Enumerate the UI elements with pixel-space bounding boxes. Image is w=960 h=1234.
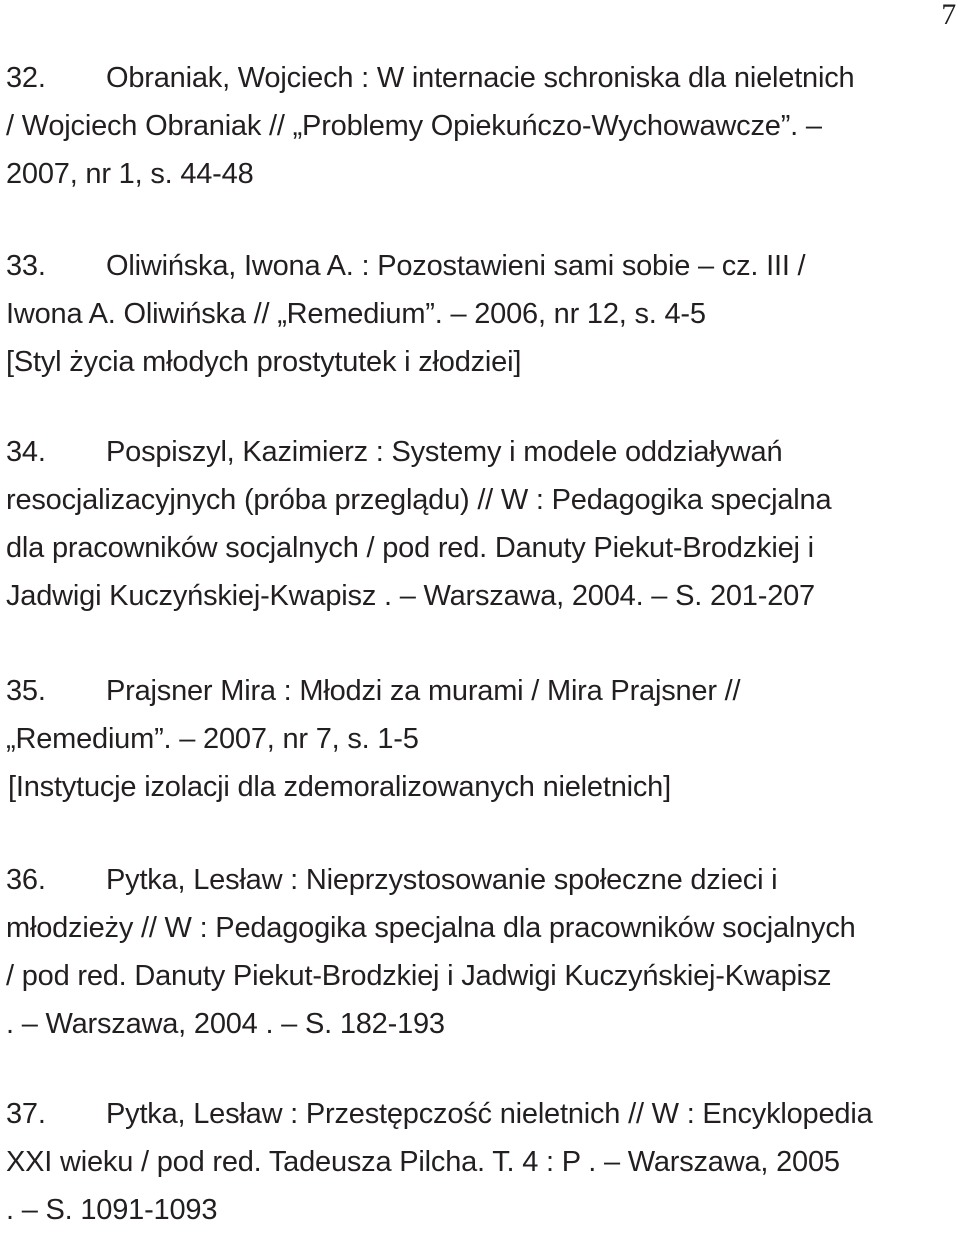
entry-first-line: [6, 667, 956, 715]
entry-text-line: Iwona A. Oliwińska // „Remedium”. – 2006, nr 12, s. 4-5: [6, 298, 706, 330]
bibliography-entry: [6, 667, 956, 811]
entry-text-line: Jadwigi Kuczyńskiej-Kwapisz . – Warszawa, 2004. – S. 201-207: [6, 580, 815, 612]
entry-text-line: Oliwińska, Iwona A. : Pozostawieni sami sobie – cz. III /: [106, 250, 806, 282]
entry-text-line: Pytka, Lesław : Przestępczość nieletnich // W : Encyklopedia: [106, 1098, 873, 1130]
entry-first-line: [6, 856, 956, 904]
bibliography-entry: [6, 1090, 956, 1234]
entry-annotation: [Styl życia młodych prostytutek i złodziei]: [6, 346, 522, 378]
bibliography-entry: [6, 242, 956, 386]
entry-annotation: [Instytucje izolacji dla zdemoralizowanych nieletnich]: [8, 771, 671, 803]
entry-number: 35.: [6, 675, 46, 707]
entry-text-line: XXI wieku / pod red. Tadeusza Pilcha. T. 4 : P . – Warszawa, 2005: [6, 1146, 840, 1178]
entry-first-line: [6, 54, 956, 102]
entry-first-line: [6, 428, 956, 476]
entry-text-line: 2007, nr 1, s. 44-48: [6, 158, 254, 190]
entry-text-line: . – Warszawa, 2004 . – S. 182-193: [6, 1008, 445, 1040]
entry-first-line: [6, 242, 956, 290]
entry-text-line: / pod red. Danuty Piekut-Brodzkiej i Jadwigi Kuczyńskiej-Kwapisz: [6, 960, 832, 992]
entry-text-line: resocjalizacyjnych (próba przeglądu) // W : Pedagogika specjalna: [6, 484, 832, 516]
entry-text-line: „Remedium”. – 2007, nr 7, s. 1-5: [6, 723, 419, 755]
entry-number: 36.: [6, 864, 46, 896]
entry-text-line: Pytka, Lesław : Nieprzystosowanie społeczne dzieci i: [106, 864, 778, 896]
entry-number: 33.: [6, 250, 46, 282]
entry-number: 37.: [6, 1098, 46, 1130]
entry-number: 32.: [6, 62, 46, 94]
bibliography-entry: [6, 54, 956, 198]
bibliography-entry: [6, 428, 956, 620]
entry-first-line: [6, 1090, 956, 1138]
entry-text-line: Pospiszyl, Kazimierz : Systemy i modele oddziaływań: [106, 436, 783, 468]
entry-text-line: Obraniak, Wojciech : W internacie schroniska dla nieletnich: [106, 62, 855, 94]
entry-text-line: dla pracowników socjalnych / pod red. Danuty Piekut-Brodzkiej i: [6, 532, 814, 564]
entry-text-line: młodzieży // W : Pedagogika specjalna dla pracowników socjalnych: [6, 912, 856, 944]
bibliography-entry: [6, 856, 956, 1048]
entry-number: 34.: [6, 436, 46, 468]
entry-text-line: . – S. 1091-1093: [6, 1194, 218, 1226]
entry-text-line: / Wojciech Obraniak // „Problemy Opiekuńczo-Wychowawcze”. –: [6, 110, 822, 142]
page-number: 7: [941, 0, 956, 31]
entry-text-line: Prajsner Mira : Młodzi za murami / Mira Prajsner //: [106, 675, 741, 707]
